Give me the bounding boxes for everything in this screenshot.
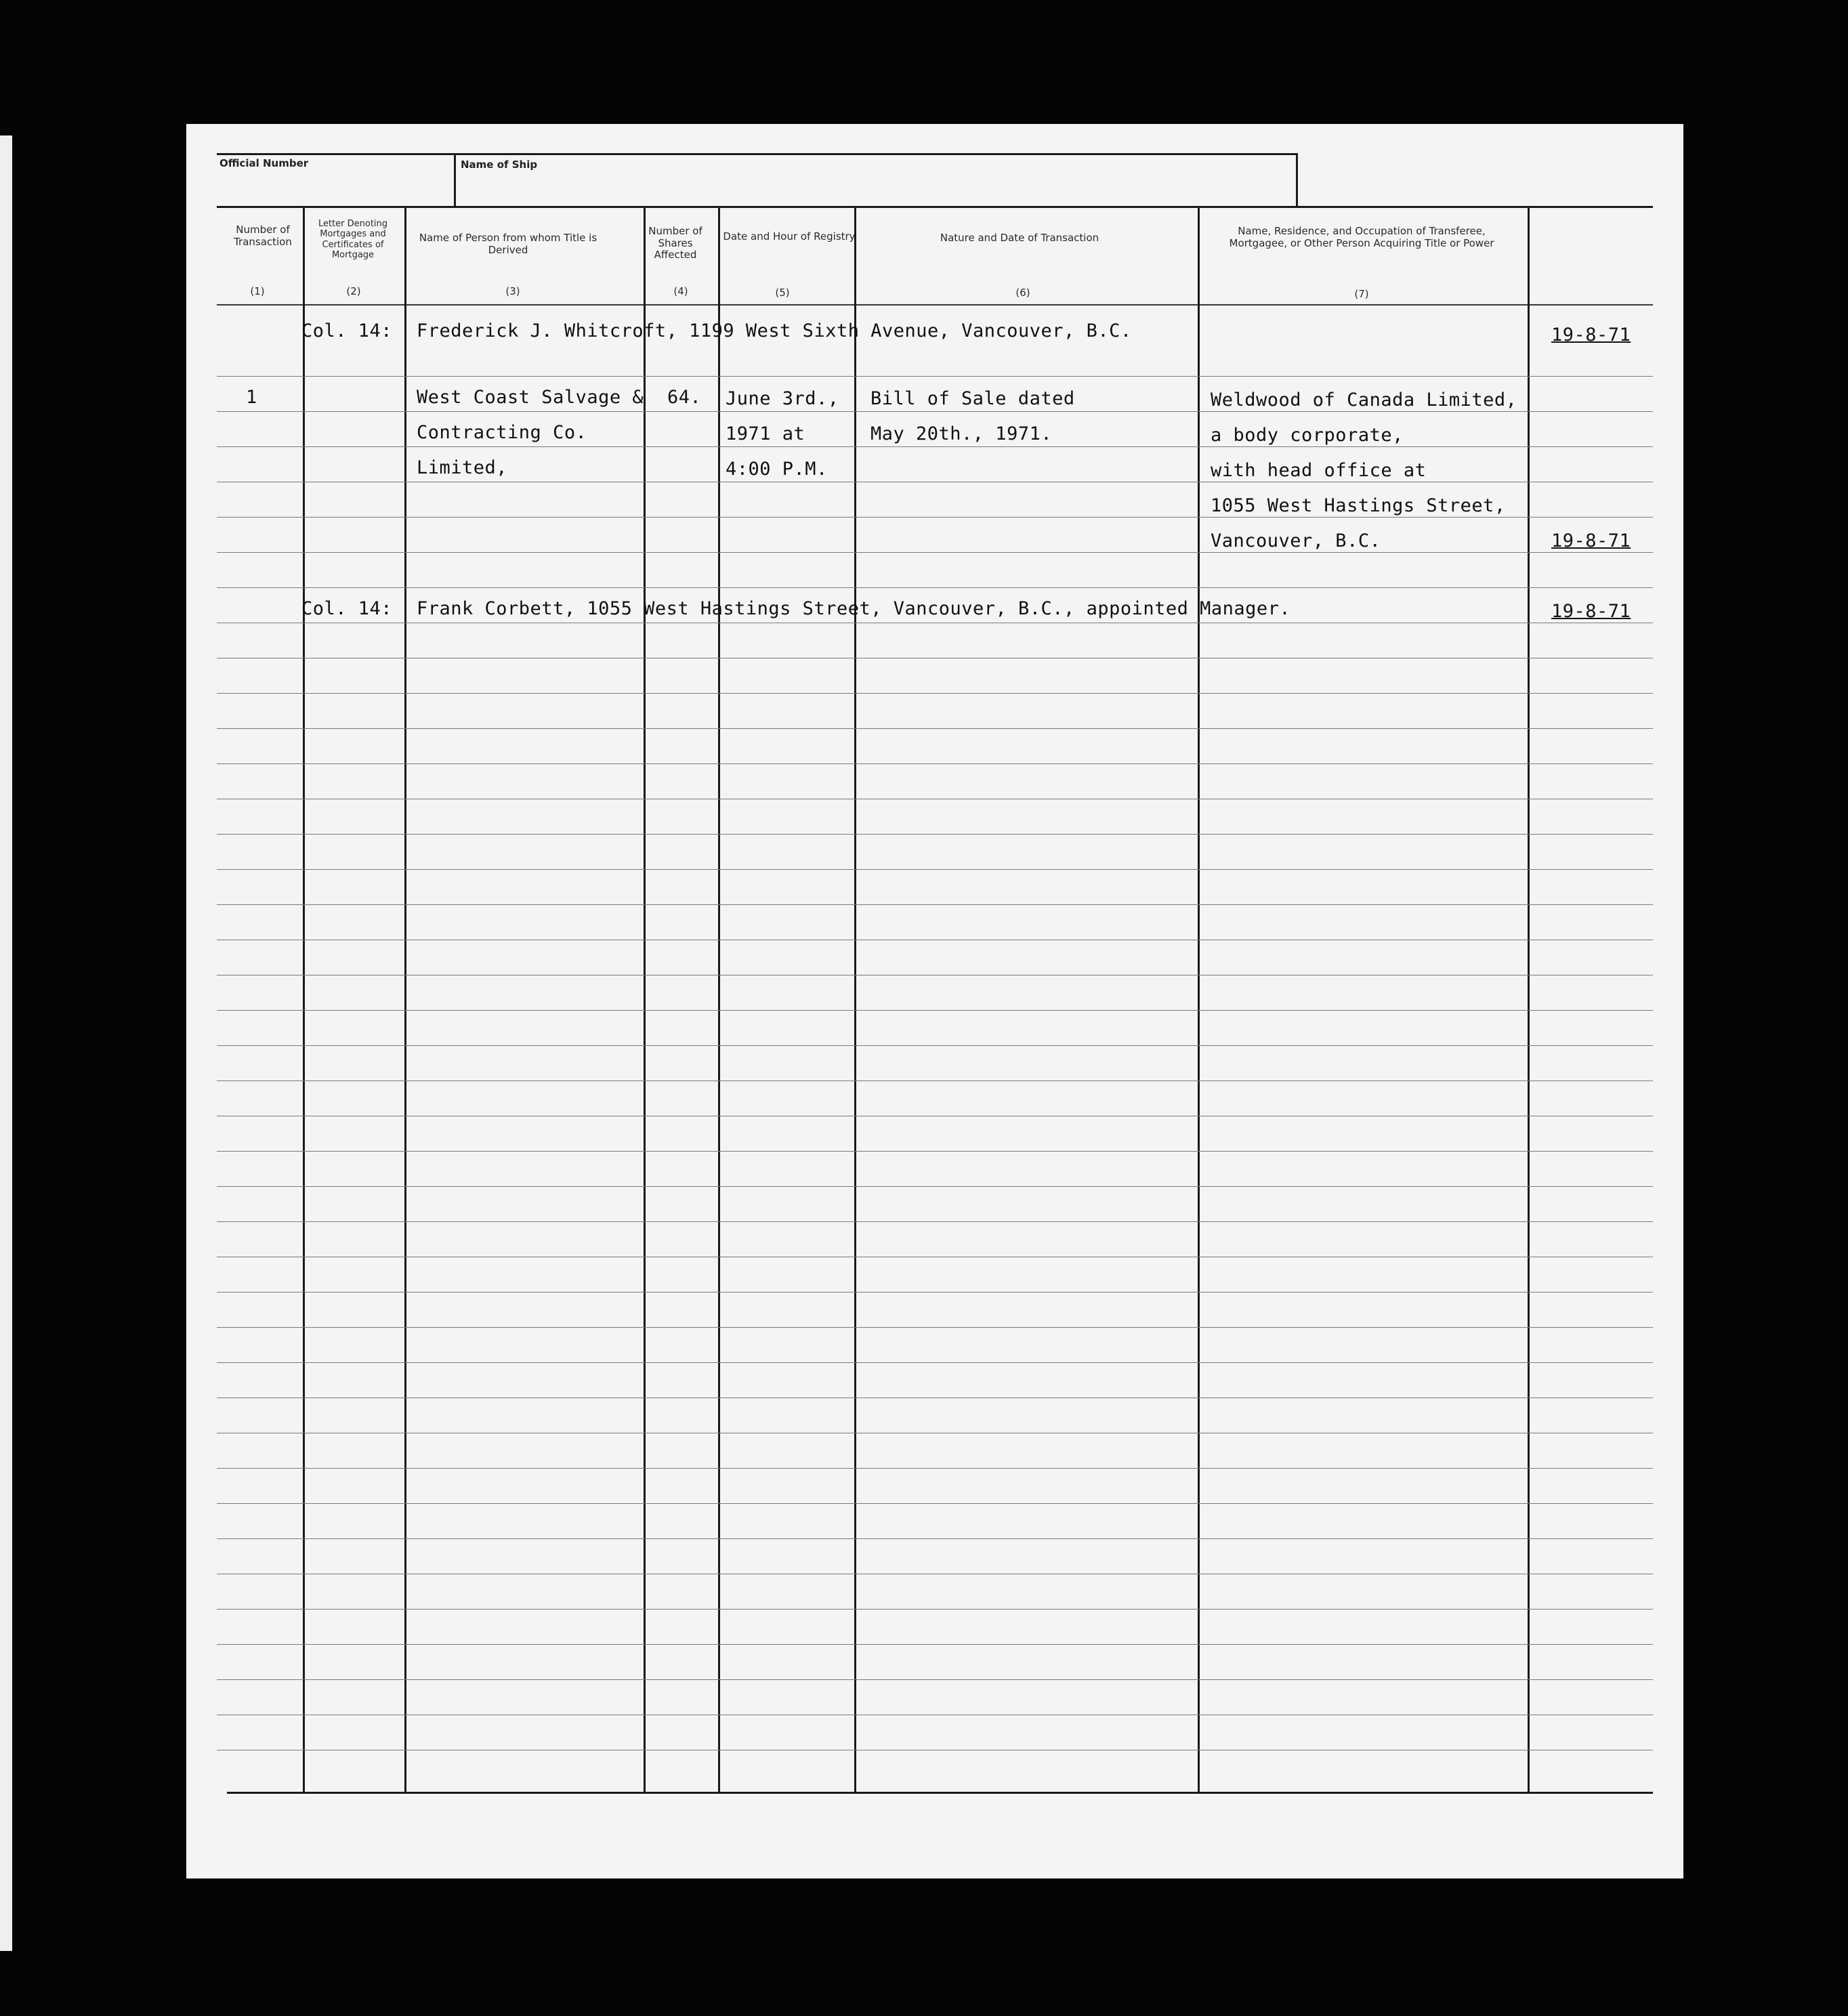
col5-number: (5)	[775, 287, 790, 299]
ruled-line	[217, 1362, 1653, 1363]
ruled-line	[217, 376, 1653, 377]
ruled-line	[217, 1538, 1653, 1539]
ruled-line	[217, 552, 1653, 553]
col2-heading: Letter Denoting Mortgages and Certificates of Mortgage	[318, 219, 388, 260]
ship-registry-sheet	[186, 124, 1683, 1878]
registry-line-3: 4:00 P.M.	[726, 459, 828, 480]
col7-heading: Name, Residence, and Occupation of Transferee, Mortgagee, or Other Person Acquiring Title or Power	[1229, 225, 1494, 249]
owner-note-text: Frederick J. Whitcroft, 1199 West Sixth Avenue, Vancouver, B.C.	[417, 320, 1132, 341]
nature-line-2: May 20th., 1971.	[870, 423, 1053, 444]
ruled-line	[217, 693, 1653, 694]
from-line-1: West Coast Salvage &	[417, 387, 644, 408]
ruled-line	[217, 1503, 1653, 1504]
table-bottom-rule	[227, 1792, 1653, 1794]
ruled-line	[217, 1644, 1653, 1645]
registry-line-1: June 3rd.,	[726, 388, 839, 409]
transaction-date: 19-8-71	[1551, 530, 1631, 551]
header-bottom-rule	[217, 304, 1653, 306]
col6-heading: Nature and Date of Transaction	[940, 232, 1099, 244]
from-line-2: Contracting Co.	[417, 422, 587, 443]
manager-note-date: 19-8-71	[1551, 601, 1631, 622]
shares-affected: 64.	[667, 387, 702, 408]
ruled-line	[217, 1468, 1653, 1469]
col6-number: (6)	[1015, 287, 1030, 299]
col-divider-7	[1528, 207, 1530, 1792]
owner-note-date: 19-8-71	[1551, 324, 1631, 345]
transferee-line-2: a body corporate,	[1211, 425, 1404, 446]
ruled-line	[217, 728, 1653, 729]
col7-number: (7)	[1354, 288, 1369, 300]
col-divider-6	[1198, 207, 1200, 1792]
ruled-line	[217, 1010, 1653, 1011]
transferee-line-4: 1055 West Hastings Street,	[1211, 495, 1506, 516]
col3-heading: Name of Person from whom Title is Derived	[419, 232, 597, 256]
table-top-rule	[217, 206, 1653, 208]
ruled-line	[217, 834, 1653, 835]
ruled-line	[217, 1221, 1653, 1222]
col2-number: (2)	[346, 285, 361, 297]
ruled-line	[217, 517, 1653, 518]
registry-line-2: 1971 at	[726, 423, 805, 444]
adjacent-page-edge	[0, 135, 12, 1951]
name-of-ship-box	[454, 153, 1298, 207]
ruled-line	[217, 1186, 1653, 1187]
ruled-line	[217, 587, 1653, 588]
manager-note-text: Frank Corbett, 1055 West Hastings Street, Vancouver, B.C., appointed Manager.	[417, 598, 1291, 619]
col-divider-5	[854, 207, 856, 1792]
ruled-line	[217, 446, 1653, 447]
col3-number: (3)	[505, 285, 520, 297]
col4-number: (4)	[673, 285, 688, 297]
owner-note-col2: Col. 14:	[301, 320, 393, 341]
ruled-line	[217, 869, 1653, 870]
col1-number: (1)	[250, 285, 265, 297]
ruled-line	[217, 1327, 1653, 1328]
from-line-3: Limited,	[417, 457, 508, 478]
manager-note-col2: Col. 14:	[301, 598, 393, 619]
ruled-line	[217, 1679, 1653, 1680]
col5-heading: Date and Hour of Registry	[723, 230, 856, 243]
ruled-line	[217, 1151, 1653, 1152]
transaction-number: 1	[246, 387, 257, 408]
transferee-line-3: with head office at	[1211, 460, 1427, 481]
col-divider-1	[303, 207, 305, 1792]
transferee-line-5: Vancouver, B.C.	[1211, 530, 1381, 551]
name-of-ship-label: Name of Ship	[461, 159, 538, 171]
col-divider-3	[644, 207, 646, 1792]
ruled-line	[217, 411, 1653, 412]
official-number-label: Official Number	[219, 157, 309, 169]
col1-heading: Number of Transaction	[234, 224, 292, 248]
col-divider-4	[718, 207, 720, 1792]
col-divider-2	[404, 207, 406, 1792]
ruled-line	[217, 1609, 1653, 1610]
col4-heading: Number of Shares Affected	[648, 225, 702, 261]
ruled-line	[217, 763, 1653, 764]
ruled-line	[217, 1292, 1653, 1293]
ruled-line	[217, 904, 1653, 905]
ruled-line	[217, 1080, 1653, 1081]
ruled-line	[217, 1045, 1653, 1046]
nature-line-1: Bill of Sale dated	[870, 388, 1075, 409]
transferee-line-1: Weldwood of Canada Limited,	[1211, 390, 1517, 411]
